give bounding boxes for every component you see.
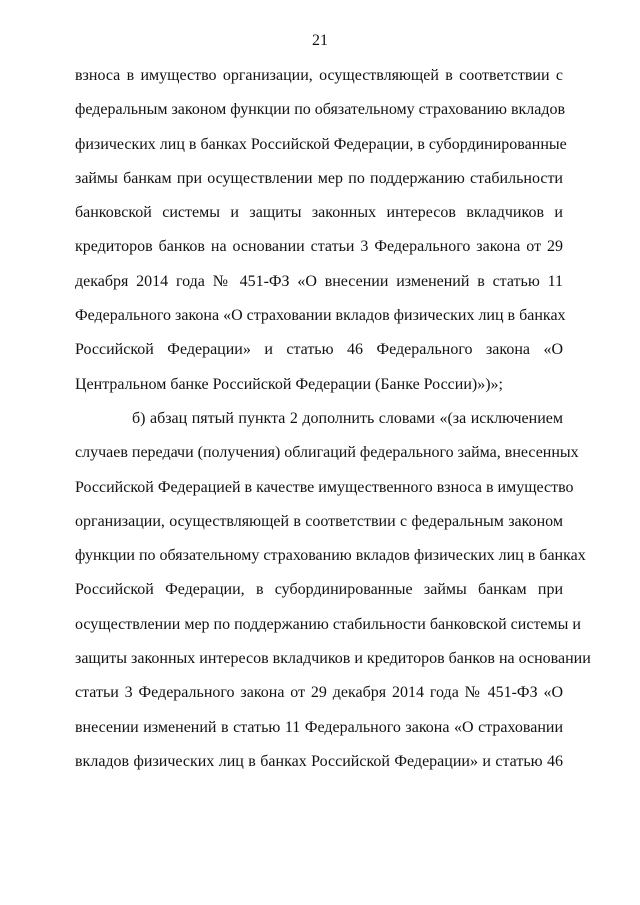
text-line: займы банкам при осуществлении мер по поддержанию стабильности: [75, 169, 563, 187]
text-line: статьи 3 Федерального закона от 29 декабря 2014 года № 451-ФЗ «О: [75, 684, 563, 702]
text-line: осуществлении мер по поддержанию стабильности банковской системы и: [75, 615, 581, 633]
text-line: защиты законных интересов вкладчиков и кредиторов банков на основании: [75, 650, 591, 668]
page-number: 21: [312, 32, 328, 49]
document-body: [75, 66, 591, 786]
text-line: случаев передачи (получения) облигаций федерального займа, внесенных: [75, 444, 579, 462]
text-line: декабря 2014 года № 451-ФЗ «О внесении изменений в статью 11: [75, 272, 563, 290]
text-line: Центральном банке Российской Федерации (Банке России)»)»;: [75, 375, 503, 393]
text-line: Российской Федерацией в качестве имущественного взноса в имущество: [75, 478, 574, 496]
paragraph-first-line: б) абзац пятый пункта 2 дополнить словами «(за исключением: [132, 409, 563, 427]
text-line: вкладов физических лиц в банках Российской Федерации» и статью 46: [75, 752, 563, 770]
text-line: Российской Федерации, в субординированные займы банкам при: [75, 581, 563, 599]
text-line: физических лиц в банках Российской Федерации, в субординированные: [75, 135, 567, 153]
text-line: Федерального закона «О страховании вкладов физических лиц в банках: [75, 307, 566, 325]
text-line: Российской Федерации» и статью 46 Федерального закона «О: [75, 341, 563, 359]
text-line: функции по обязательному страхованию вкладов физических лиц в банках: [75, 547, 586, 565]
text-line: внесении изменений в статью 11 Федерального закона «О страховании: [75, 718, 563, 736]
text-line: взноса в имущество организации, осуществляющей в соответствии с: [75, 67, 563, 84]
text-line: кредиторов банков на основании статьи 3 Федерального закона от 29: [75, 238, 563, 256]
text-line: банковской системы и защиты законных интересов вкладчиков и: [75, 204, 563, 222]
text-line: федеральным законом функции по обязательному страхованию вкладов: [75, 101, 566, 119]
text-line: организации, осуществляющей в соответствии с федеральным законом: [75, 512, 563, 530]
